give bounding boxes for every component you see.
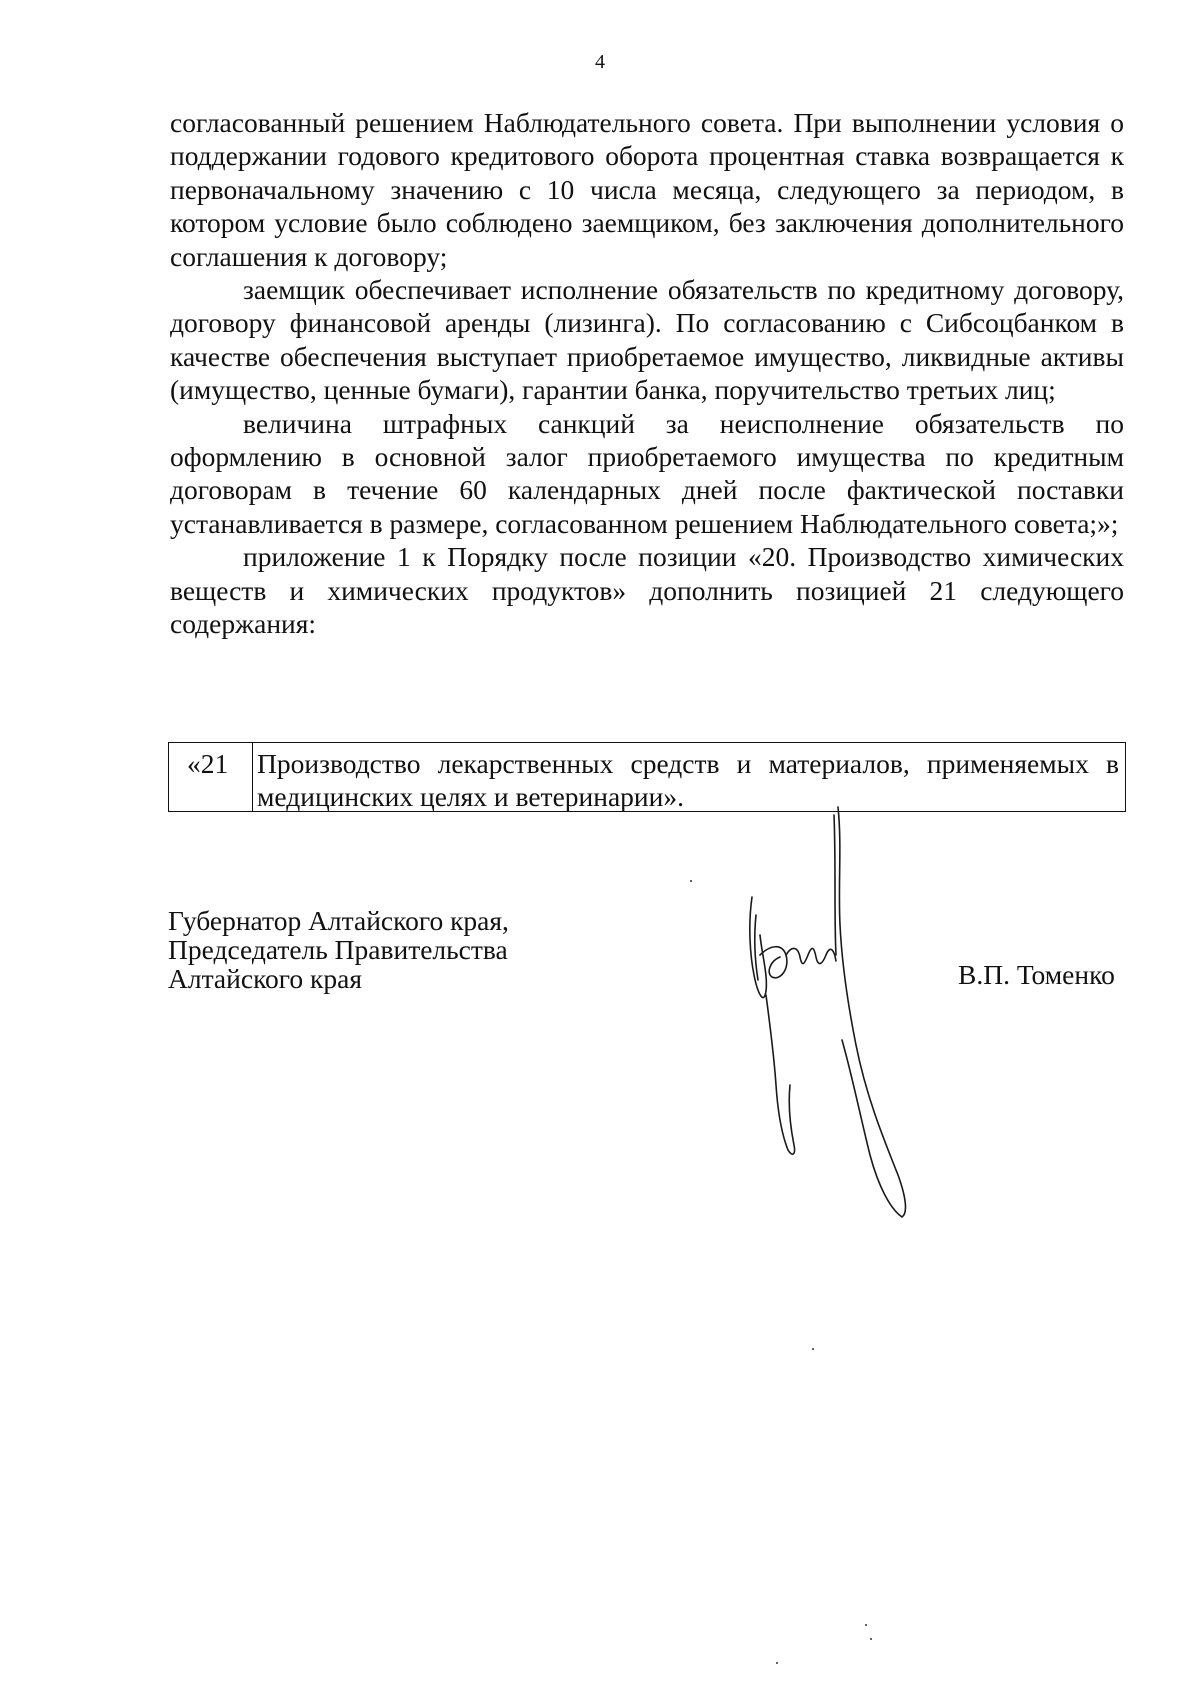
appendix-table <box>168 742 1126 812</box>
document-body <box>170 106 1124 641</box>
scan-speck <box>812 1348 814 1350</box>
scan-speck <box>690 880 692 882</box>
scan-speck <box>870 1638 872 1640</box>
paragraph-2: заемщик обеспечивает исполнение обязательств по кредитному договору, договору финансовой аренды (лизинга). По согласованию с Сибсоцбанком в качестве обеспечения выступает приобретаемое имущество, ликвидные активы (имущество, ценные бумаги), гарантии банка, поручительство третьих лиц; <box>170 274 1124 406</box>
paragraph-3: величина штрафных санкций за неисполнение обязательств по оформлению в основной залог приобретаемого имущества по кредитным договорам в течение 60 календарных дней после фактической поставки устанавливается в размере, согласованном решением Наблюдательного совета;»; <box>170 407 1124 539</box>
signatory-title-line-1: Губернатор Алтайского края, <box>168 905 509 936</box>
scan-speck <box>776 1662 778 1664</box>
signatory-title <box>168 906 509 993</box>
paragraph-1: согласованный решением Наблюдательного совета. При выполнении условия о поддержании годового кредитового оборота процентная ставка возвращается к первоначальному значению с 10 числа месяца, следующего за периодом, в котором условие было соблюдено заемщиком, без заключения дополнительного соглашения к договору; <box>170 107 1124 272</box>
signatory-title-line-3: Алтайского края <box>168 963 362 994</box>
signatory-name: В.П. Томенко <box>958 959 1115 990</box>
page-number: 4 <box>595 51 605 73</box>
table-row-number: «21 <box>169 743 253 811</box>
paragraph-4: приложение 1 к Порядку после позиции «20. Производство химических веществ и химических продуктов» дополнить позицией 21 следующего содержания: <box>170 541 1124 640</box>
signatory-title-line-2: Председатель Правительства <box>168 934 508 965</box>
scan-speck <box>865 1624 867 1626</box>
handwritten-signature <box>730 805 920 1225</box>
table-row-text: Производство лекарственных средств и материалов, применяемых в медицинских целях и ветеринарии». <box>257 748 1119 812</box>
